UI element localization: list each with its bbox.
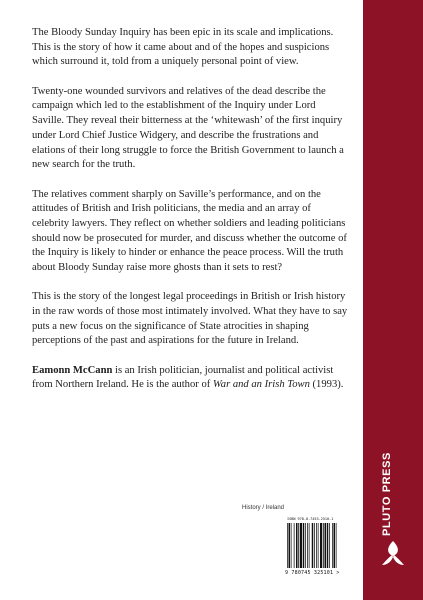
- author-bio-text: is an Irish politician, journalist and political activist from Northern Ireland. He is the author of: [32, 364, 334, 391]
- barcode-bar: [305, 523, 306, 568]
- blurb-paragraph-3: The relatives comment sharply on Saville’s performance, and on the attitudes of British and Irish politicians, the media and an array of celebrity lawyers. They reflect on whether soldiers and leading politicians should now be prosecuted for murder, and discuss whether the outcome of the Inquiry is likely to hinder or enhance the peace process. Will the truth about Bloody Sunday raise more ghosts than it sets to rest?: [32, 188, 347, 274]
- isbn-barcode: [285, 517, 351, 581]
- author-book-title: War and an Irish Town: [212, 379, 310, 391]
- barcode-bar: [312, 523, 314, 568]
- barcode-bar: [300, 523, 302, 568]
- barcode-bar: [327, 523, 329, 568]
- barcode-bar: [325, 523, 327, 568]
- barcode-bar: [289, 523, 291, 568]
- barcode-bar: [298, 523, 299, 568]
- barcode-bar: [323, 523, 324, 568]
- barcode-bar: [334, 523, 336, 568]
- publisher-name: PLUTO PRESS: [381, 452, 393, 537]
- barcode-bar: [303, 523, 305, 568]
- blurb-text: [32, 26, 348, 408]
- publisher-spine: [363, 0, 423, 600]
- isbn-label: ISBN 978-0-7453-2510-1: [287, 517, 334, 521]
- blurb-paragraph-2: Twenty-one wounded survivors and relatives of the dead describe the campaign which led to the establishment of the Inquiry under Lord Saville. They reveal their bitterness at the ‘whitewash’ of the first inquiry under Lord Chief Justice Widgery, and describe the frustrations and elations of their long struggle to force the British Government to launch a new search for the truth.: [32, 85, 344, 171]
- barcode-bar: [316, 523, 317, 568]
- barcode-bar: [307, 523, 308, 568]
- author-name: Eamonn McCann: [32, 364, 113, 376]
- author-bio: [32, 364, 348, 393]
- barcode-bar: [287, 523, 288, 568]
- barcode-bar: [291, 523, 292, 568]
- barcode-bar: [314, 523, 315, 568]
- barcode-bar: [318, 523, 319, 568]
- barcode-bar: [336, 523, 337, 568]
- barcode-digits: 9 780745 325101 >: [285, 570, 340, 576]
- blurb-paragraph-4: This is the story of the longest legal proceedings in British or Irish history in the raw words of those most intimately involved. What they have to say puts a new focus on the significance of State atrocities in shaping perceptions of the past and aspirations for the future in Ireland.: [32, 291, 348, 347]
- barcode-bar: [332, 523, 333, 568]
- barcode-bar: [329, 523, 330, 568]
- barcode-bar: [296, 523, 298, 568]
- category-label: History / Ireland: [241, 505, 284, 511]
- barcode-bars: [285, 523, 351, 569]
- barcode-bar: [309, 523, 310, 568]
- barcode-bar: [294, 523, 295, 568]
- pluto-leaf-logo-icon: [380, 540, 406, 566]
- author-bio-year: (1993).: [309, 379, 344, 391]
- barcode-bar: [320, 523, 322, 568]
- blurb-paragraph-1: The Bloody Sunday Inquiry has been epic in its scale and implications. This is the story of how it came about and of the hopes and suspicions which surround it, told from a uniquely personal point of view.: [32, 27, 334, 68]
